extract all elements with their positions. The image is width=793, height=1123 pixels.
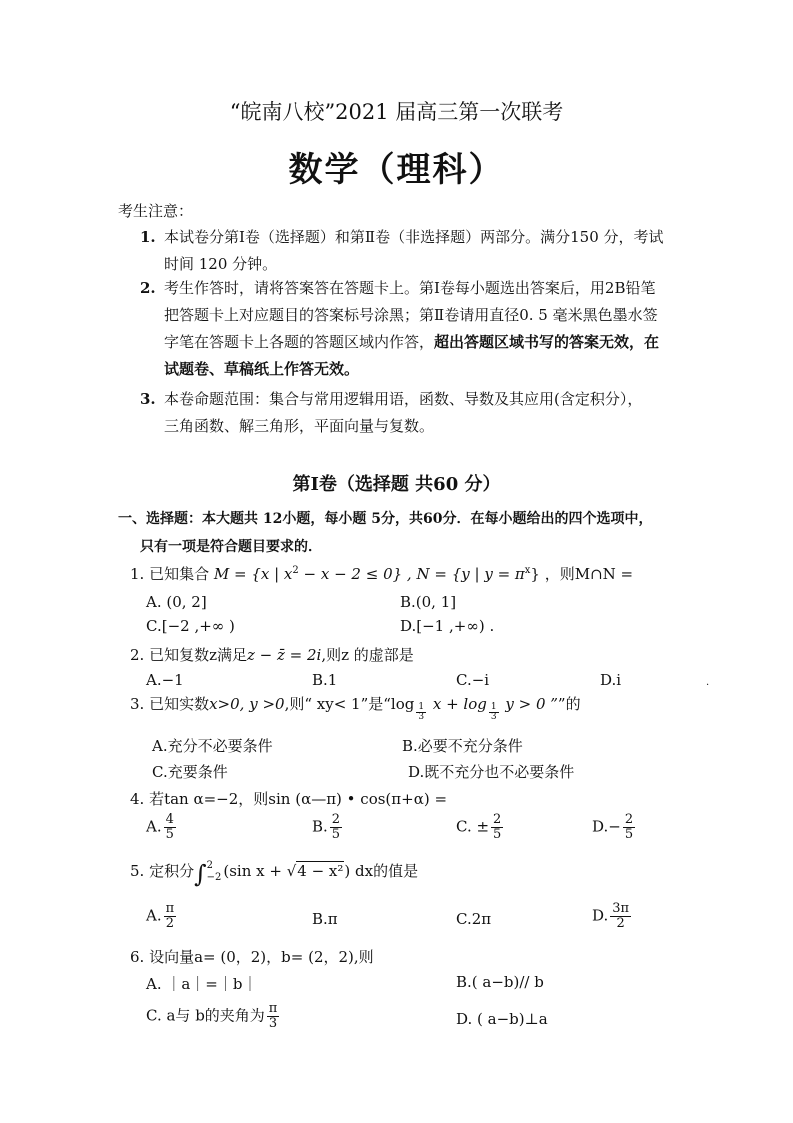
fraction-denominator: 5 <box>165 827 174 842</box>
q1-option-b[interactable]: B.(0, 1] <box>400 593 457 611</box>
notice-warning: 超出答题区域书写的答案无效，在 <box>434 333 660 351</box>
fraction-denominator: 5 <box>493 827 502 842</box>
q3-option-c[interactable]: C.充要条件 <box>152 763 228 781</box>
math-sup: 2 <box>292 565 299 576</box>
question-text: 1. 已知集合 <box>130 565 210 583</box>
section-title: 第Ⅰ卷（选择题 共60 分） <box>292 474 501 495</box>
fraction-denominator: 3 <box>490 712 497 722</box>
notice-line: 把答题卡上对应题目的答案标号涂黑；第Ⅱ卷请用直径0. 5 毫米黑色墨水签 <box>164 306 658 324</box>
fraction-numerator: 1 <box>490 702 497 712</box>
fraction-denominator: 3 <box>268 1016 278 1031</box>
notice-line: 三角函数、解三角形，平面向量与复数。 <box>164 417 435 435</box>
math-expr: y > 0 ” <box>500 695 558 713</box>
option-label: A. <box>146 817 162 836</box>
q1-option-c[interactable]: C.[−2 ,+∞ ) <box>146 617 235 635</box>
math-expr: N = {y | y = π <box>416 565 525 583</box>
notice-heading: 考生注意： <box>118 202 194 220</box>
notice-item-2 <box>140 275 659 383</box>
q5-option-a[interactable] <box>146 902 178 931</box>
math-expr: } ，则M∩N = <box>530 565 634 583</box>
option-label: B. <box>312 817 328 836</box>
notice-line: 本试卷分第Ⅰ卷（选择题）和第Ⅱ卷（非选择题）两部分。满分150 分，考试 <box>164 228 664 246</box>
option-label: D. <box>592 906 609 925</box>
notice-line: 本卷命题范围：集合与常用逻辑用语，函数、导数及其应用(含定积分）， <box>164 390 643 408</box>
math-expr: sin (α—π) • cos(π+α) = <box>268 790 448 808</box>
option-label: C. a与 b的夹角为 <box>146 1006 265 1025</box>
question-text: 的值是 <box>373 862 419 880</box>
fraction-denominator: 5 <box>331 827 341 842</box>
notice-num: 1. <box>140 228 156 246</box>
math-expr: M = {x | x <box>213 565 293 583</box>
option-label: D.− <box>592 817 621 836</box>
notice-line <box>164 329 659 356</box>
option-fraction <box>267 1002 280 1031</box>
integral-limits <box>207 860 222 884</box>
log-base-fraction <box>416 703 426 722</box>
question-3-stem <box>130 693 581 722</box>
q5-option-d[interactable] <box>592 902 633 931</box>
subject-title: 数学（理科） <box>288 150 505 190</box>
option-fraction <box>610 902 631 931</box>
q3-option-b[interactable]: B.必要不充分条件 <box>402 737 523 755</box>
integral-lower: −2 <box>206 872 222 883</box>
integral-upper: 2 <box>206 860 213 871</box>
q1-option-d[interactable]: D.[−1 ,+∞) . <box>400 617 495 635</box>
question-text: ,则“ xy< 1”是“ <box>284 695 391 713</box>
q2-option-b[interactable]: B.1 <box>312 671 338 689</box>
q6-option-a[interactable]: A. ｜a｜=｜b｜ <box>146 975 258 993</box>
notice-num: 3. <box>140 390 156 408</box>
notice-warning: 试题卷、草稿纸上作答无效。 <box>164 360 360 378</box>
fraction-numerator: 3π <box>612 901 630 916</box>
question-1-stem <box>130 563 633 584</box>
notice-line: 时间 120 分钟。 <box>164 255 278 273</box>
fraction-numerator: 2 <box>624 812 634 827</box>
question-text: 3. 已知实数 <box>130 695 210 713</box>
question-text: ,则z 的虚部是 <box>321 646 414 664</box>
fraction-numerator: 4 <box>165 812 174 827</box>
math-expr: z − z̄ = 2i <box>246 646 322 664</box>
option-fraction <box>491 813 503 842</box>
question-text: ”的 <box>557 695 581 713</box>
notice-num: 2. <box>140 279 156 297</box>
math-expr: x + log <box>428 695 487 713</box>
option-fraction <box>623 813 635 842</box>
q2-option-a[interactable]: A.−1 <box>146 671 184 689</box>
q6-option-d[interactable]: D. ( a−b)⊥a <box>456 1010 548 1028</box>
notice-item-1 <box>140 224 664 278</box>
question-5-stem: 5. 定积分∫ 2 −2 (sin x + √4 − x²) dx的值是 <box>130 860 419 888</box>
notice-line: 考生作答时，请将答案答在答题卡上。第Ⅰ卷每小题选出答案后，用2B铅笔 <box>164 279 656 297</box>
math-sqrt: 4 − x² <box>297 862 344 880</box>
exam-title: “皖南八校”2021 届高三第一次联考 <box>229 100 564 124</box>
integral-sign: ∫ <box>194 860 207 888</box>
question-text: 5. 定积分 <box>130 862 195 880</box>
section-instruction: 一、选择题：本大题共 12小题，每小题 5分，共60分．在每小题给出的四个选项中， <box>118 511 653 527</box>
q2-option-c[interactable]: C.−i <box>456 671 490 689</box>
log-base-fraction <box>489 703 499 722</box>
math-expr: x>0, y >0 <box>209 695 285 713</box>
q2-option-d[interactable]: D.i <box>600 671 622 689</box>
option-label: A. <box>146 906 162 925</box>
q3-option-d[interactable]: D.既不充分也不必要条件 <box>408 763 575 781</box>
option-label: C. ± <box>456 817 490 836</box>
math-expr: − x − 2 ≤ 0} , <box>298 565 412 583</box>
fraction-denominator: 2 <box>616 916 625 931</box>
question-6-stem: 6. 设向量a= (0，2)，b= (2，2),则 <box>130 948 374 966</box>
fraction-numerator: π <box>165 901 175 916</box>
q4-option-c[interactable] <box>456 813 505 842</box>
fraction-numerator: 2 <box>493 812 502 827</box>
fraction-numerator: 2 <box>331 812 341 827</box>
q5-option-b[interactable]: B.π <box>312 910 338 928</box>
question-2-stem <box>130 644 414 665</box>
q3-option-a[interactable]: A.充分不必要条件 <box>152 737 273 755</box>
notice-item-3 <box>140 386 642 440</box>
q1-option-a[interactable]: A. (0, 2] <box>146 593 207 611</box>
q5-option-c[interactable]: C.2π <box>456 910 492 928</box>
math-expr: ) dx <box>344 862 374 880</box>
option-fraction <box>164 902 177 931</box>
fraction-denominator: 2 <box>165 916 175 931</box>
question-text: 4. 若tan α=−2，则 <box>130 790 269 808</box>
q4-option-b[interactable] <box>312 813 344 842</box>
notice-text: 字笔在答题卡上各题的答题区域内作答， <box>164 333 435 351</box>
option-fraction <box>330 813 342 842</box>
fraction-numerator: 1 <box>418 702 425 712</box>
fraction-denominator: 5 <box>624 827 634 842</box>
question-text: 2. 已知复数z满足 <box>130 646 247 664</box>
q6-option-c[interactable] <box>146 1002 281 1031</box>
fraction-numerator: π <box>268 1001 278 1016</box>
math-sup: x <box>524 565 531 576</box>
fraction-denominator: 3 <box>418 712 425 722</box>
q6-option-b[interactable]: B.( a−b)// b <box>456 973 544 991</box>
stray-mark: . <box>706 677 710 688</box>
option-fraction <box>164 813 176 842</box>
math-expr: log <box>390 695 415 713</box>
question-4-stem <box>130 788 447 809</box>
q4-option-a[interactable] <box>146 813 178 842</box>
section-instruction: 只有一项是符合题目要求的． <box>140 539 322 555</box>
math-expr: (sin x + <box>223 862 287 880</box>
q4-option-d[interactable] <box>592 813 637 842</box>
